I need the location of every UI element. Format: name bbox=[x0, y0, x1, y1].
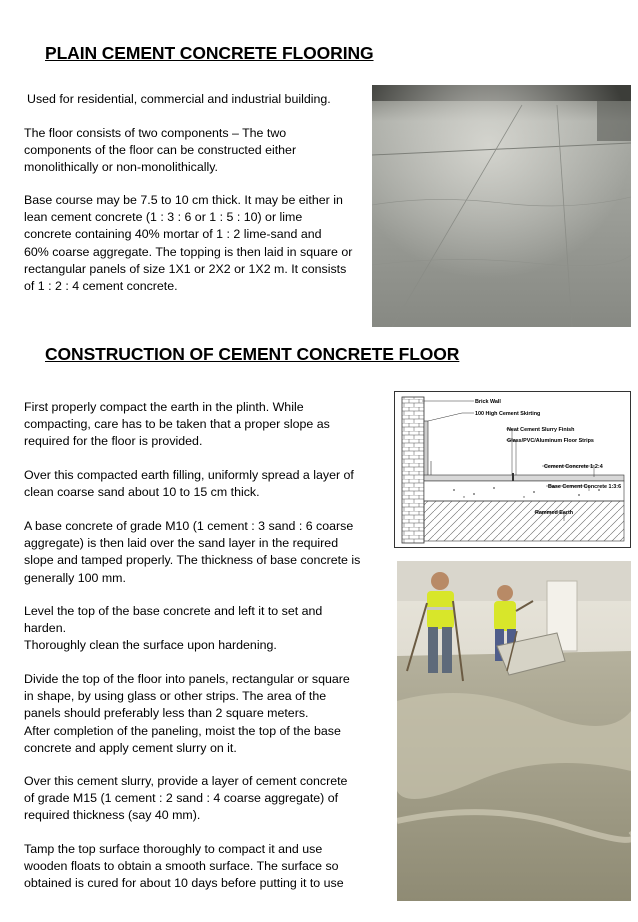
workers-laying-concrete-photo bbox=[397, 561, 631, 901]
polished-concrete-floor-photo bbox=[372, 85, 631, 327]
floor-cross-section-diagram bbox=[394, 391, 631, 548]
paragraph-paneling: Divide the top of the floor into panels, rectangular or square in shape, by using glass or other strips. The area of the panels should preferably less than 2 square meters. After completion of the paneling, moist the top of the base concrete and apply cement slurry on it. bbox=[24, 672, 350, 755]
label-floor-strips: Glass/PVC/Aluminum Floor Strips bbox=[507, 438, 594, 444]
paragraph-level-and-clean: Level the top of the base concrete and left it to set and harden. Thoroughly clean the surface upon hardening. bbox=[24, 604, 323, 653]
paragraph-tamp-and-cure: Tamp the top surface thoroughly to compact it and use wooden floats to obtain a smooth surface. The surface so obtained is cured for about 10 days before putting it to use bbox=[24, 842, 344, 891]
label-base-concrete: Base Cement Concrete 1:3:6 bbox=[548, 484, 622, 490]
paragraph-sand-layer: Over this compacted earth filling, uniformly spread a layer of clean coarse sand about 10 to 15 cm thick. bbox=[24, 468, 354, 500]
label-slurry-finish: Neat Cement Slurry Finish bbox=[507, 427, 575, 433]
paragraph-base-concrete: A base concrete of grade M10 (1 cement : 3 sand : 6 coarse aggregate) is then laid over the sand layer in the required slope and tamped properly. The thickness of base concrete is generally 100 mm. bbox=[24, 519, 361, 585]
label-brick-wall: Brick Wall bbox=[475, 399, 501, 405]
label-cement-skirting: 100 High Cement Skirting bbox=[475, 411, 541, 417]
paragraph-usage: Used for residential, commercial and industrial building. bbox=[27, 92, 331, 106]
section-title-plain-cement-concrete-flooring: PLAIN CEMENT CONCRETE FLOORING bbox=[45, 43, 374, 63]
paragraph-base-course: Base course may be 7.5 to 10 cm thick. It may be either in lean cement concrete (1 : 3 : 6 or 1 : 5 : 10) or lime concrete containing 40% mortar of 1 : 2 lime-sand and 60% coarse aggregate. The topping is then laid in square or rectangular panels of size 1X1 or 2X2 or 1X2 m. It consists of 1 : 2 : 4 cement concrete. bbox=[24, 193, 353, 294]
paragraph-components: The floor consists of two components – The two components of the floor can be constructed either monolithically or non-monolithically. bbox=[24, 126, 297, 175]
label-rammed-earth: Rammed Earth bbox=[535, 510, 574, 516]
section-title-construction-of-cement-concrete-floor: CONSTRUCTION OF CEMENT CONCRETE FLOOR bbox=[45, 344, 460, 364]
paragraph-compact-earth: First properly compact the earth in the plinth. While compacting, care has to be taken that a proper slope as required for the floor is provided. bbox=[24, 400, 330, 449]
paragraph-cement-concrete-layer: Over this cement slurry, provide a layer of cement concrete of grade M15 (1 cement : 2 sand : 4 coarse aggregate) of required thickness (say 40 mm). bbox=[24, 774, 348, 823]
label-cement-concrete: Cement Concrete 1:2:4 bbox=[544, 464, 603, 470]
